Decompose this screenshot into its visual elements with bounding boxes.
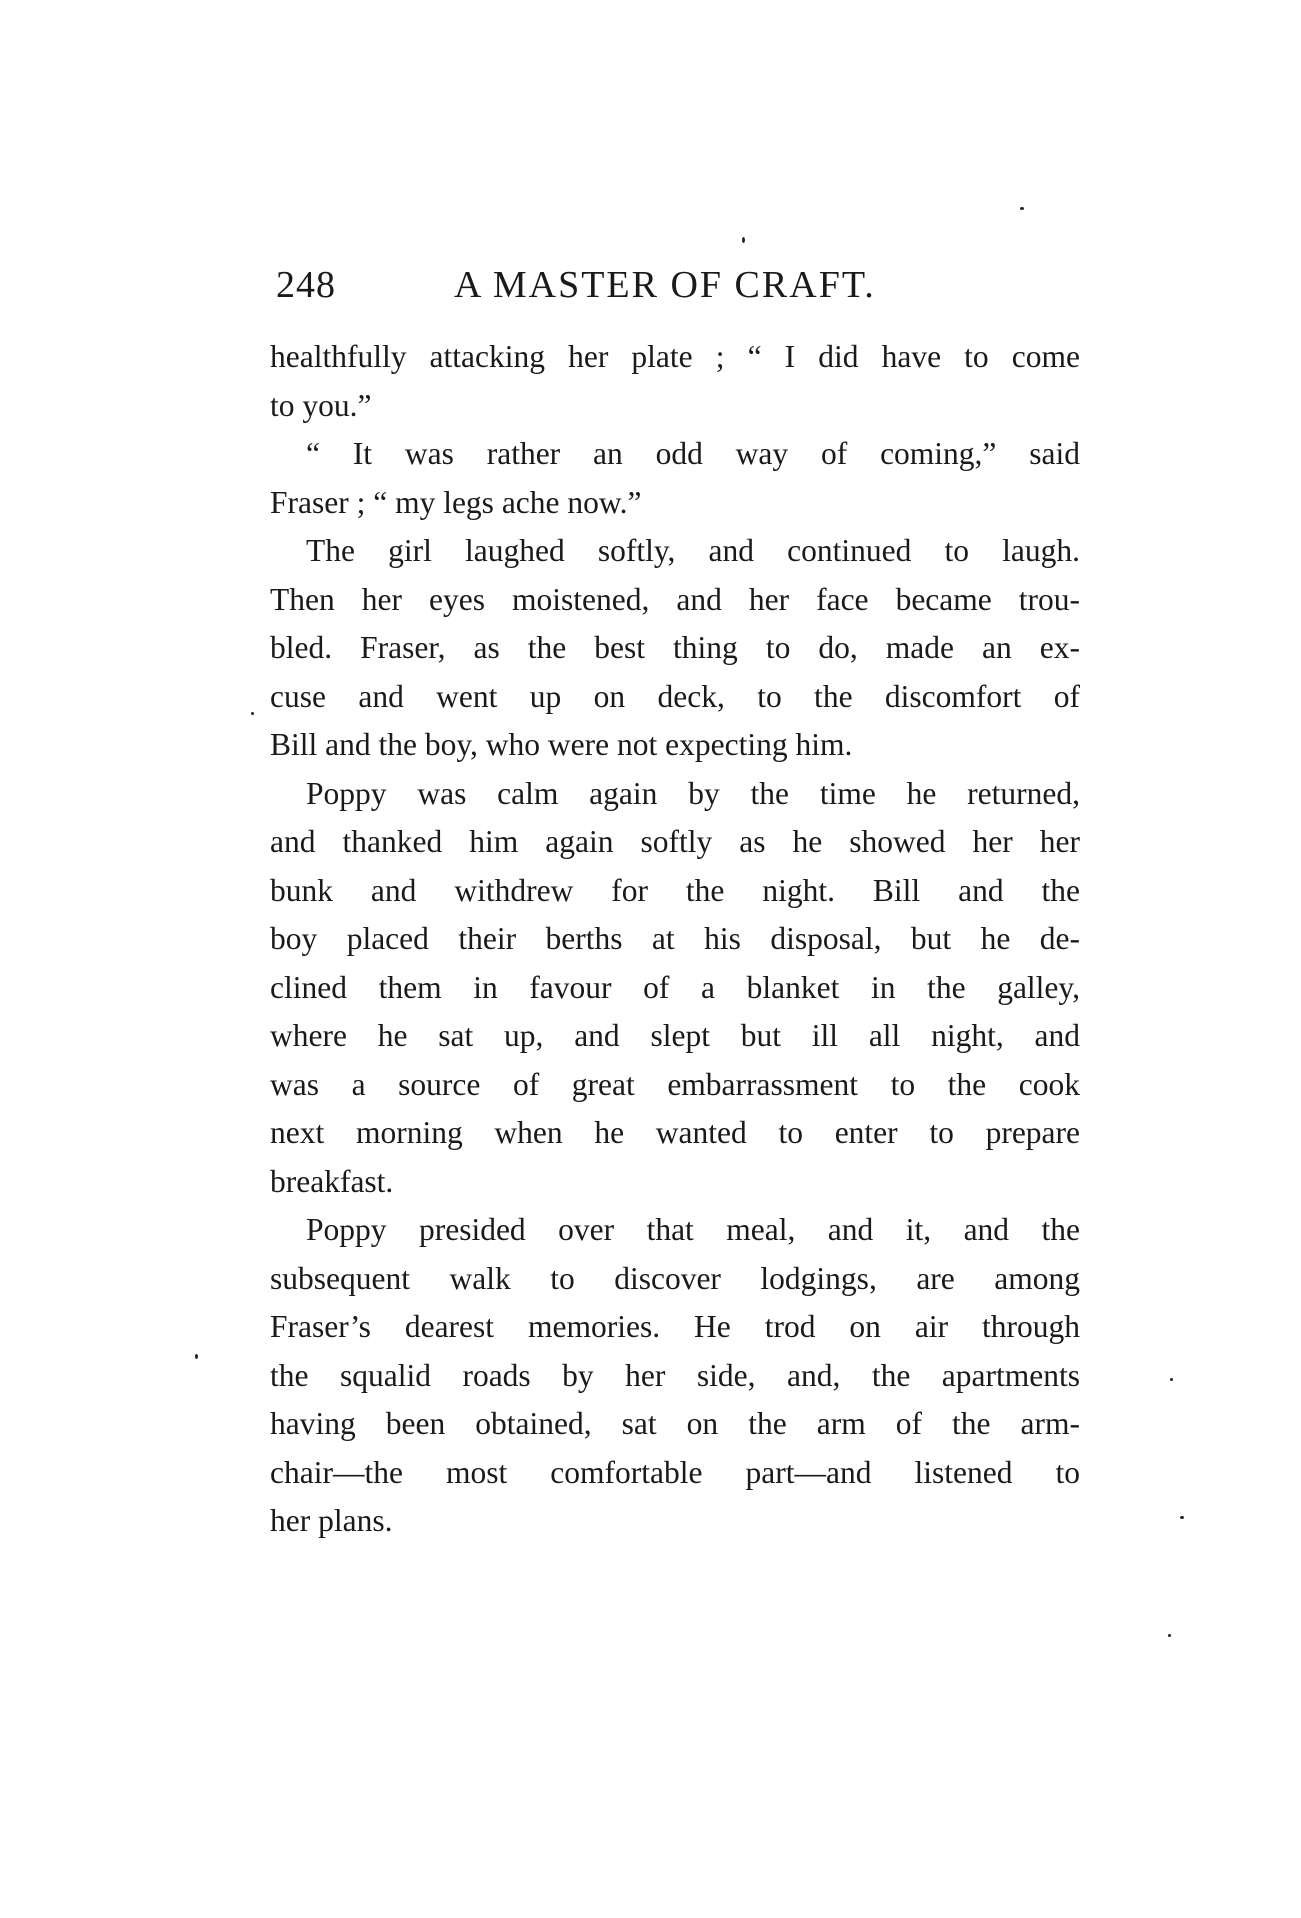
text-line: to you.” (270, 387, 372, 423)
text-line: clined them in favour of a blanket in the galley, (270, 969, 1080, 1005)
text-line: bled. Fraser, as the best thing to do, made an ex- (270, 630, 1080, 665)
scan-speck (251, 712, 254, 715)
text-line: boy placed their berths at his disposal, but he de- (270, 921, 1080, 956)
text-line: cuse and went up on deck, to the discomfort of (270, 678, 1080, 714)
text-line: Fraser ; “ my legs ache now.” (270, 484, 642, 520)
paragraph (270, 770, 1080, 1207)
body-text (270, 333, 1080, 1546)
page-number: 248 (276, 264, 336, 306)
text-line: and thanked him again softly as he showed her her (270, 824, 1080, 859)
scan-speck (195, 1354, 198, 1359)
paragraph (270, 430, 1080, 527)
text-line: Fraser’s dearest memories. He trod on air through (270, 1309, 1080, 1344)
text-line: her plans. (270, 1503, 393, 1538)
running-title: A MASTER OF CRAFT. (454, 264, 876, 306)
text-line: bunk and withdrew for the night. Bill and the (270, 872, 1080, 908)
text-line: the squalid roads by her side, and, the apartments (270, 1357, 1080, 1393)
text-line: was a source of great embarrassment to the cook (270, 1066, 1080, 1102)
scan-speck (742, 237, 745, 243)
page-header (270, 255, 1080, 315)
scan-speck (1170, 1378, 1173, 1381)
text-line: healthfully attacking her plate ; “ I did have to come (270, 339, 1080, 374)
text-line: subsequent walk to discover lodgings, are among (270, 1260, 1080, 1296)
text-line: Then her eyes moistened, and her face became trou- (270, 581, 1080, 617)
text-line: chair—the most comfortable part—and listened to (270, 1454, 1080, 1490)
paragraph (270, 1206, 1080, 1546)
paragraph (270, 333, 1080, 430)
text-line: Poppy presided over that meal, and it, and the (306, 1212, 1080, 1247)
paragraph (270, 527, 1080, 770)
scan-speck (1180, 1516, 1184, 1519)
text-line: breakfast. (270, 1163, 394, 1199)
text-line: having been obtained, sat on the arm of the arm- (270, 1406, 1080, 1441)
text-line: Bill and the boy, who were not expecting him. (270, 727, 853, 762)
text-line: where he sat up, and slept but ill all night, and (270, 1018, 1080, 1053)
text-line: The girl laughed softly, and continued to laugh. (306, 533, 1080, 568)
scan-speck (1168, 1634, 1171, 1637)
text-line: “ It was rather an odd way of coming,” said (306, 436, 1080, 471)
text-line: Poppy was calm again by the time he returned, (306, 775, 1080, 811)
scan-speck (1020, 207, 1024, 210)
text-line: next morning when he wanted to enter to prepare (270, 1115, 1080, 1150)
